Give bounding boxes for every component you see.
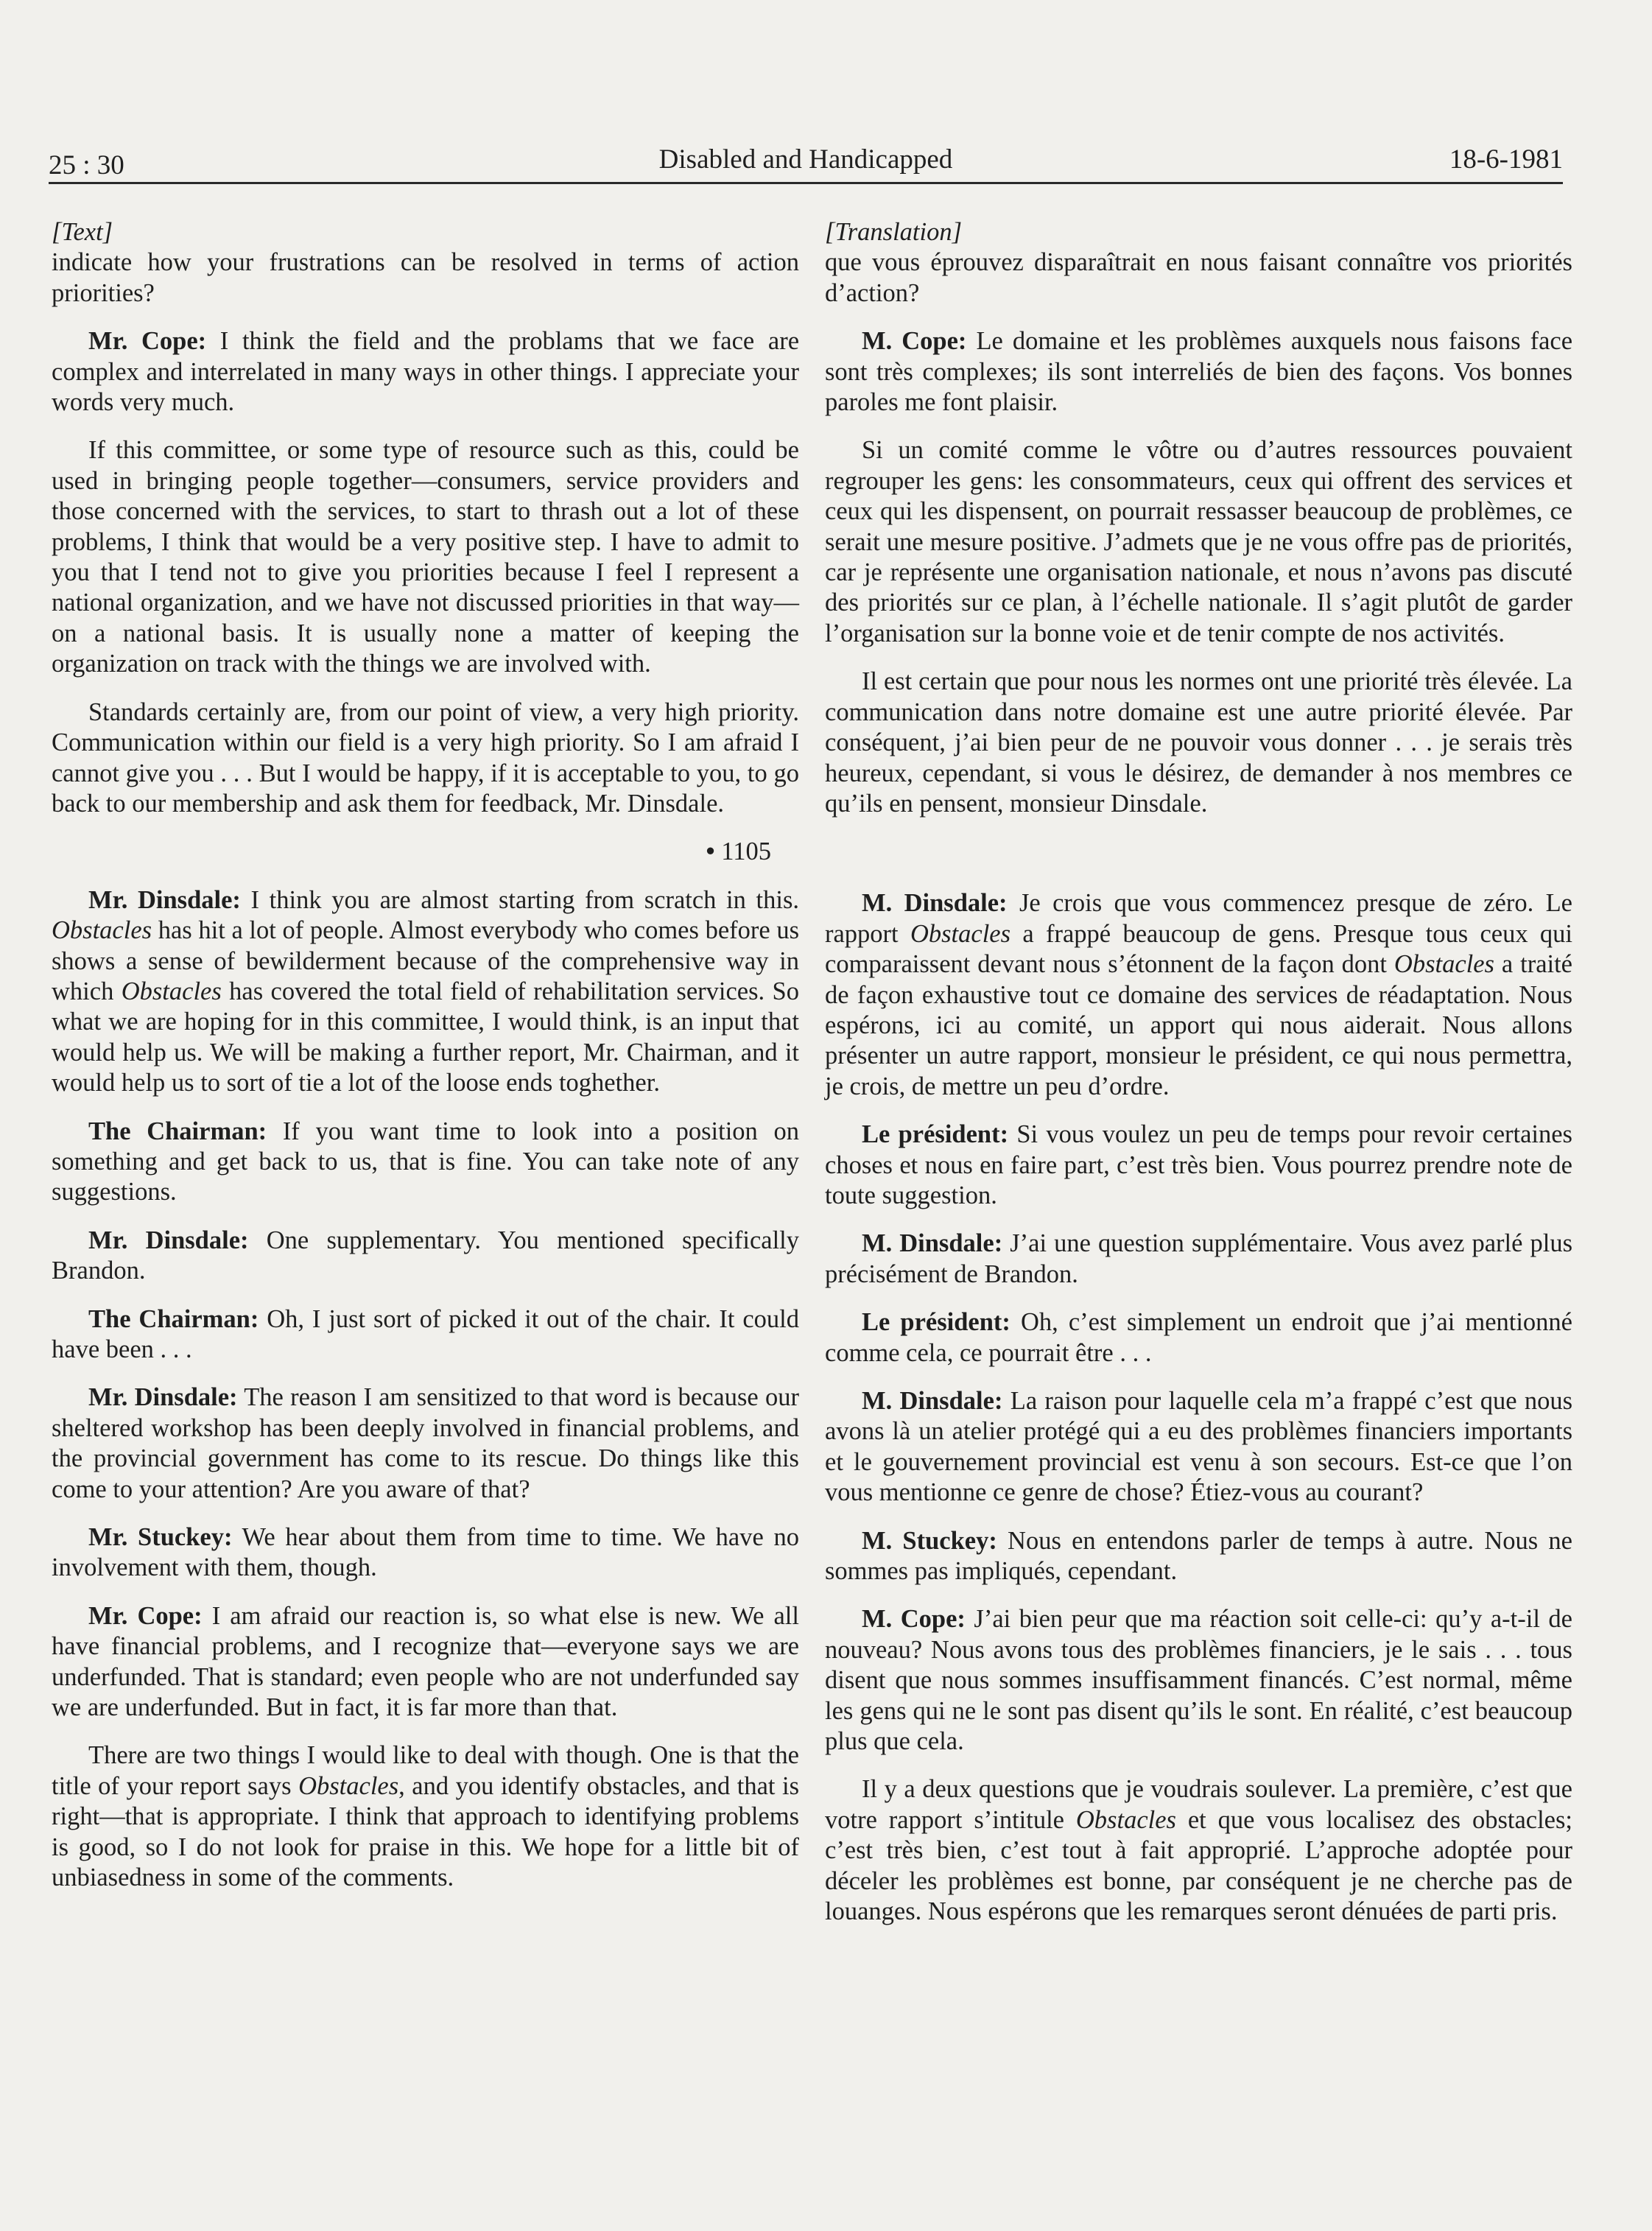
speaker-name: The Chairman:	[88, 1304, 259, 1333]
speech-paragraph	[825, 1307, 1572, 1369]
paragraph	[52, 1740, 799, 1893]
time-text: 1105	[721, 837, 771, 866]
report-title: Obstacles	[910, 919, 1011, 948]
speech-text: Il y a deux questions que je voudrais soulever. La première, c’est que votre rapport s’intitule	[825, 1775, 1572, 1834]
paragraph	[825, 1774, 1572, 1927]
speech-paragraph	[52, 1522, 799, 1584]
speaker-name: Mr. Dinsdale:	[88, 1383, 238, 1412]
speech-paragraph	[52, 1117, 799, 1208]
speaker-name: M. Dinsdale:	[862, 1229, 1003, 1258]
bullet-icon: •	[706, 837, 715, 866]
report-title: Obstacles	[1393, 950, 1494, 979]
speech-paragraph	[52, 1382, 799, 1505]
speech-text: I think you are almost starting from scratch in this.	[240, 885, 799, 914]
speaker-name: M. Dinsdale:	[862, 1387, 1003, 1415]
speech-paragraph	[52, 1304, 799, 1366]
speech-text: One supplementary. You mentioned specifically Brandon.	[52, 1226, 799, 1285]
speech-paragraph	[825, 1229, 1572, 1290]
speaker-name: The Chairman:	[88, 1117, 267, 1145]
speech-text: , and you identify obstacles, and that is right—that is appropriate. I think that approach to identifying problems is good, so I do not look for praise in this. We hope for a little bit of unbiasedness in some of the comments.	[52, 1771, 800, 1892]
speaker-name: Mr. Dinsdale:	[88, 1226, 249, 1254]
paragraph: Standards certainly are, from our point of view, a very high priority. Communication within our field is a very high priority. So I am afraid I cannot give you . . . But I would be happy, if it is acceptable to you, to go back to our membership and ask them for feedback, Mr. Dinsdale.	[52, 698, 799, 818]
report-title: Obstacles	[52, 916, 152, 945]
page-number: 25 : 30	[49, 150, 124, 180]
column-tag: [Text]	[52, 218, 113, 246]
speech-text: J’ai bien peur que ma réaction soit celle-ci: qu’y a-t-il de nouveau? Nous avons tous des problèmes financiers, je le sais . . . tous disent que nous sommes insuffisamment financés. C’est normal, même les gens qui ne le sont pas disent qu’ils le sont. En réalité, c’est beaucoup plus que cela.	[825, 1605, 1572, 1756]
speech-paragraph	[825, 1604, 1572, 1757]
speaker-name: Mr. Dinsdale:	[88, 885, 241, 914]
speech-paragraph	[825, 1120, 1572, 1211]
paragraph: que vous éprouvez disparaîtrait en nous faisant connaître vos priorités d’action?	[825, 248, 1572, 307]
speech-paragraph	[52, 326, 799, 418]
speaker-name: Le président:	[862, 1120, 1009, 1149]
french-column	[825, 217, 1572, 1945]
speech-paragraph	[825, 888, 1572, 1102]
report-title: Obstacles	[121, 977, 222, 1005]
header-date: 18-6-1981	[1449, 144, 1563, 175]
english-column	[52, 217, 799, 1911]
speaker-name: Mr. Cope:	[88, 327, 207, 356]
speech-text: I think the field and the problams that we face are complex and interrelated in many ways in other things. I appreciate your words very much.	[52, 327, 800, 417]
speech-text: Si vous voulez un peu de temps pour revoir certaines choses et nous en faire part, c’est très bien. Vous pourrez prendre note de toute suggestion.	[825, 1120, 1572, 1209]
speech-text: Nous en entendons parler de temps à autre. Nous ne sommes pas impliqués, cependant.	[825, 1526, 1572, 1586]
report-title: Obstacles	[298, 1771, 399, 1800]
speaker-name: M. Stuckey:	[862, 1526, 997, 1555]
speaker-name: M. Dinsdale:	[862, 889, 1008, 918]
report-title: Obstacles	[1075, 1805, 1176, 1834]
paragraph: If this committee, or some type of resource such as this, could be used in bringing people together—consumers, service providers and those concerned with the services, to start to thrash out a lot of these problems, I think that would be a very positive step. I have to admit to you that I tend not to give you priorities because I feel I represent a national organization, and we have not discussed priorities in that way—on a national basis. It is usually none a matter of keeping the organization on track with the things we are involved with.	[52, 436, 799, 678]
header-title: Disabled and Handicapped	[658, 144, 953, 175]
speech-text: has covered the total field of rehabilitation services. So what we are hoping for in this committee, I would think, is an input that would help us. We will be making a further report, Mr. Chairman, and it would help us to sort of tie a lot of the loose ends toghether.	[52, 977, 799, 1097]
speech-paragraph	[52, 1226, 799, 1287]
paragraph: Si un comité comme le vôtre ou d’autres ressources pouvaient regrouper les gens: les consommateurs, ceux qui offrent des services et ceux qui les dispensent, on pourrait ressasser beaucoup de problèmes, ce serait une mesure positive. J’admets que je ne vous offre pas de priorités, car je représente une organisation nationale, et nous n’avons pas discuté des priorités sur ce plan, à l’échelle nationale. Il s’agit plutôt de garder l’organisation sur la bonne voie et de tenir compte de nos activités.	[825, 436, 1572, 647]
paragraph: Il est certain que pour nous les normes ont une priorité très élevée. La communication dans notre domaine est une autre priorité élevée. Par conséquent, j’ai bien peur de ne pouvoir vous donner . . . je serais très heureux, cependant, si vous le désirez, de demander à nos membres ce qu’ils en pensent, monsieur Dinsdale.	[825, 667, 1572, 818]
speaker-name: Mr. Stuckey:	[88, 1523, 233, 1552]
speech-paragraph	[825, 1386, 1572, 1508]
speech-paragraph	[52, 1601, 799, 1724]
speech-text: has hit a lot of people. Almost everybody who comes before us shows a sense of bewilderment because of the comprehensive way in which	[52, 916, 799, 1005]
speech-text: There are two things I would like to deal with though. One is that the title of your report says	[52, 1741, 799, 1800]
speech-text: If you want time to look into a position on something and get back to us, that is fine. You can take note of any suggestions.	[52, 1117, 799, 1206]
tag-text: Text	[61, 218, 103, 246]
speech-text: La raison pour laquelle cela m’a frappé c’est que nous avons là un atelier protégé qui a eu des problèmes financiers importants et le gouvernement provincial est venu à son secours. Est-ce que l’on vous mentionne ce genre de chose? Étiez-vous au courant?	[825, 1387, 1573, 1507]
speaker-name: M. Cope:	[862, 327, 967, 356]
speech-text: a frappé beaucoup de gens. Presque tous ceux qui comparaissent devant nous s’étonnent de la façon dont	[825, 919, 1572, 979]
running-header	[49, 144, 1563, 182]
speech-text: We hear about them from time to time. We have no involvement with them, though.	[52, 1523, 800, 1582]
speech-text: Je crois que vous commencez presque de zéro. Le rapport	[825, 889, 1572, 948]
header-rule	[49, 182, 1563, 184]
speech-text: I am afraid our reaction is, so what else is new. We all have financial problems, and I recognize that—everyone says we are underfunded. That is standard; even people who are not underfunded say we are underfunded. But in fact, it is far more than that.	[52, 1601, 799, 1722]
speech-text: Oh, c’est simplement un endroit que j’ai mentionné comme cela, ce pourrait être . . .	[825, 1308, 1572, 1367]
speaker-name: Mr. Cope:	[88, 1601, 203, 1630]
speech-text: Le domaine et les problèmes auxquels nous faisons face sont très complexes; ils sont interreliés de bien des façons. Vos bonnes paroles me font plaisir.	[825, 327, 1573, 417]
speech-text: The reason I am sensitized to that word is because our sheltered workshop has been deeply involved in financial problems, and the provincial government has come to its rescue. Do things like this come to your attention? Are you aware of that?	[52, 1383, 799, 1503]
speech-text: Oh, I just sort of picked it out of the chair. It could have been . . .	[52, 1304, 799, 1363]
speech-text: J’ai une question supplémentaire. Vous avez parlé plus précisément de Brandon.	[825, 1229, 1572, 1288]
speaker-name: M. Cope:	[862, 1605, 966, 1634]
speaker-name: Le président:	[862, 1308, 1010, 1337]
speech-text: a traité de façon exhaustive tout ce domaine des services de réadaptation. Nous espérons, ici au comité, un apport qui nous aiderait. Nous allons présenter un autre rapport, monsieur le président, ce qui nous permettra, je crois, de mettre un peu d’ordre.	[825, 950, 1572, 1100]
speech-paragraph	[825, 326, 1572, 418]
column-tag: [Translation]	[825, 218, 963, 246]
speech-text: et que vous localisez des obstacles; c’est très bien, c’est tout à fait approprié. L’approche adoptée pour déceler les problèmes est bonne, par conséquent je ne cherche pas de louanges. Nous espérons que les remarques seront dénuées de parti pris.	[825, 1805, 1572, 1926]
speech-paragraph	[52, 885, 799, 1099]
time-marker	[52, 837, 799, 867]
tag-text: Translation	[834, 218, 952, 246]
speech-paragraph	[825, 1526, 1572, 1587]
paragraph: indicate how your frustrations can be resolved in terms of action priorities?	[52, 248, 799, 307]
